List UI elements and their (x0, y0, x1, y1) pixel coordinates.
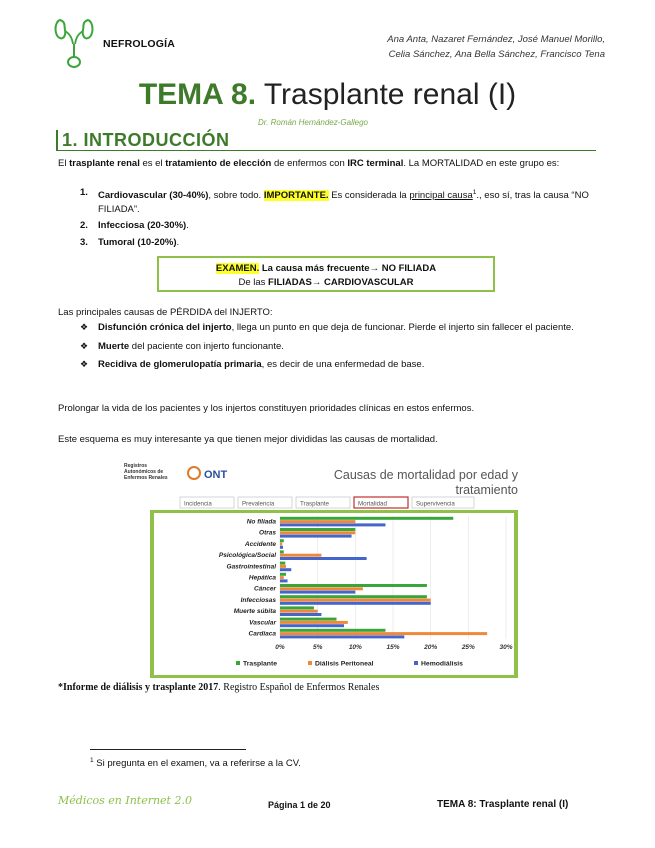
bar-hemodiálisis (280, 557, 367, 560)
category-label: Infecciosas (240, 596, 276, 604)
title-text: Trasplante renal (I) (263, 78, 517, 111)
important-highlight: IMPORTANTE. (263, 190, 329, 202)
ont-logo-icon (188, 467, 200, 479)
footer-logo: Médicos en Internet 2.0 (58, 794, 192, 807)
authors-line-2: Celia Sánchez, Ana Bella Sánchez, Francisco Tena (388, 49, 605, 60)
bar-diálisis-peritoneal (280, 621, 348, 624)
category-label: Hepática (248, 574, 276, 582)
bar-trasplante (280, 517, 453, 520)
esquema-paragraph: Este esquema es muy interesante ya que tienen mejor divididas las causas de mortalidad. (58, 434, 438, 445)
tab-label: Incidencia (184, 500, 212, 508)
list-bold: Recidiva de glomerulopatía primaria (98, 359, 262, 370)
exam-callout-box (157, 256, 495, 292)
category-label: Cáncer (253, 585, 276, 593)
bar-trasplante (280, 573, 286, 576)
legend-swatch (308, 661, 312, 665)
list-bold: Cardiovascular (30-40%) (98, 190, 209, 202)
figure-caption (58, 682, 379, 693)
mortality-list (80, 186, 594, 252)
bar-diálisis-peritoneal (280, 576, 284, 579)
x-tick-label: 15% (386, 644, 400, 652)
list-bold: Disfunción crónica del injerto (98, 322, 232, 333)
intro-text: es el (142, 158, 163, 169)
category-label: Accidente (244, 540, 276, 548)
list-bold: Infecciosa (20-30%) (98, 220, 187, 232)
tab-label: Mortalidad (358, 500, 387, 508)
authors-line-1: Ana Anta, Nazaret Fernández, José Manuel Morillo, (387, 34, 605, 45)
bar-diálisis-peritoneal (280, 554, 321, 557)
list-text: , es decir de una enfermedad de base. (261, 359, 425, 370)
list-text: . (176, 236, 180, 248)
diamond-bullet-icon: ❖ (80, 322, 89, 332)
legend-label: Diálisis Peritoneal (315, 660, 374, 668)
footnote-number: 1 (90, 757, 94, 764)
section-heading: 1. INTRODUCCIÓN (56, 130, 230, 150)
category-label: Gastrointestinal (226, 563, 276, 571)
tab-label: Prevalencia (242, 500, 275, 508)
underlined-text: principal causa (409, 190, 473, 202)
list-item (80, 321, 594, 335)
list-bold: Muerte (98, 340, 130, 352)
bar-trasplante (280, 629, 385, 632)
bar-hemodiálisis (280, 568, 291, 571)
x-tick-label: 0% (275, 644, 285, 652)
bar-diálisis-peritoneal (280, 543, 282, 546)
chart-tabs (180, 497, 474, 508)
graft-loss-intro: Las principales causas de PÉRDIDA del INJERTO: (58, 307, 273, 318)
bar-trasplante (280, 584, 427, 587)
authors (275, 32, 605, 62)
bar-trasplante (280, 618, 337, 621)
legend-label: Hemodiálisis (421, 660, 463, 668)
exam-text: FILIADAS→ CARDIOVASCULAR (268, 277, 414, 288)
x-tick-label: 10% (348, 644, 362, 652)
category-label: Otras (259, 529, 276, 537)
list-text: del paciente con injerto funcionante. (131, 340, 284, 352)
x-tick-label: 5% (312, 644, 323, 652)
bar-diálisis-peritoneal (280, 565, 286, 568)
section-divider (56, 150, 596, 151)
caption-bold: *Informe de diálisis y trasplante 2017 (58, 682, 219, 693)
intro-bold: IRC terminal (347, 158, 404, 169)
bar-diálisis-peritoneal (280, 587, 363, 590)
title-number: TEMA 8. (138, 78, 257, 111)
list-text: ., eso sí, tras la causa “NO FILIADA”. (98, 190, 589, 215)
exam-text: La causa más frecuente→ NO FILIADA (261, 263, 437, 274)
ont-label: ONT (204, 469, 228, 481)
bar-hemodiálisis (280, 624, 344, 627)
category-label: Cardiaca (248, 630, 276, 638)
bar-trasplante (280, 595, 427, 598)
list-number: 1. (80, 187, 88, 198)
list-item (80, 186, 594, 216)
list-item (80, 340, 594, 354)
footnote-text: Si pregunta en el examen, va a referirse a la CV. (96, 758, 301, 770)
chart-title-line-1: Causas de mortalidad por edad y (333, 468, 518, 482)
bar-diálisis-peritoneal (280, 531, 355, 534)
list-text: . (186, 220, 189, 232)
registry-label-3: Enfermos Renales (124, 475, 168, 481)
registry-label-2: Autonómicos de (124, 469, 164, 475)
exam-line-1 (159, 262, 493, 276)
bar-trasplante (280, 528, 355, 531)
exam-highlight: EXAMEN. (215, 263, 260, 274)
bar-hemodiálisis (280, 579, 288, 582)
footnote-ref[interactable]: 1 (472, 189, 477, 196)
prolong-paragraph: Prolongar la vida de los pacientes y los injertos constituyen prioridades clínicas en estos enfermos. (58, 403, 475, 414)
intro-bold: tratamiento de elección (165, 158, 272, 169)
footer-title (437, 799, 568, 810)
bar-diálisis-peritoneal (280, 610, 318, 613)
footer-title-text: TEMA 8: Trasplante renal (I) (437, 799, 569, 810)
bar-trasplante (280, 539, 284, 542)
caption-text: . Registro Español de Enfermos Renales (218, 682, 380, 693)
exam-text: De las (238, 277, 266, 288)
x-tick-label: 30% (499, 644, 513, 652)
bar-hemodiálisis (280, 591, 355, 594)
exam-line-2 (159, 276, 493, 290)
chart-title-line-2: tratamiento (455, 483, 518, 497)
footnote (90, 757, 301, 769)
footnote-divider (90, 749, 246, 750)
legend-swatch (414, 661, 418, 665)
legend-label: Trasplante (243, 660, 277, 668)
category-label: Muerte súbita (233, 608, 276, 616)
bar-hemodiálisis (280, 546, 283, 549)
list-number: 3. (80, 236, 88, 248)
x-tick-label: 20% (424, 644, 438, 652)
list-item (80, 358, 594, 372)
list-item (80, 236, 594, 250)
bar-hemodiálisis (280, 602, 431, 605)
diamond-bullet-icon: ❖ (80, 359, 89, 369)
page-title (0, 78, 655, 112)
list-item (80, 219, 594, 233)
list-bold: Tumoral (10-20%) (98, 236, 177, 248)
mortality-chart-figure (118, 456, 523, 678)
bar-trasplante (280, 606, 314, 609)
intro-text: de enfermos con (273, 158, 345, 169)
bar-hemodiálisis (280, 613, 321, 616)
chart-legend (236, 661, 463, 668)
registry-label-1: Registros (124, 463, 148, 469)
specialty-label: NEFROLOGÍA (103, 38, 175, 50)
bar-diálisis-peritoneal (280, 599, 431, 602)
intro-text: . La MORTALIDAD en este grupo es: (403, 158, 560, 169)
bar-hemodiálisis (280, 523, 385, 526)
graft-loss-list (80, 321, 594, 377)
legend-swatch (236, 661, 240, 665)
list-text: , llega un punto en que deja de funcionar. Pierde el injerto sin fallecer el paciente. (231, 322, 574, 333)
page-number: Página 1 de 20 (268, 800, 331, 810)
author-name: Dr. Román Hernández-Gallego (258, 118, 368, 127)
category-label: Psicológica/Social (218, 552, 276, 560)
list-text: Es considerada la (331, 190, 407, 202)
bar-trasplante (280, 562, 285, 565)
intro-bold: trasplante renal (69, 158, 140, 169)
kidney-logo-icon (52, 14, 96, 70)
diamond-bullet-icon: ❖ (80, 340, 89, 351)
intro-text: El (58, 158, 67, 169)
bar-diálisis-peritoneal (280, 632, 487, 635)
tab-label: Supervivencia (416, 500, 455, 508)
list-number: 2. (80, 220, 88, 232)
list-text: , sobre todo. (208, 190, 262, 202)
bar-hemodiálisis (280, 635, 404, 638)
bar-trasplante (280, 550, 284, 553)
intro-paragraph (58, 157, 594, 171)
tab-label: Trasplante (300, 500, 330, 508)
bar-hemodiálisis (280, 535, 352, 538)
category-label: Vascular (249, 619, 276, 627)
bar-diálisis-peritoneal (280, 520, 355, 523)
x-tick-label: 25% (461, 644, 475, 652)
category-label: No filiada (246, 518, 276, 526)
